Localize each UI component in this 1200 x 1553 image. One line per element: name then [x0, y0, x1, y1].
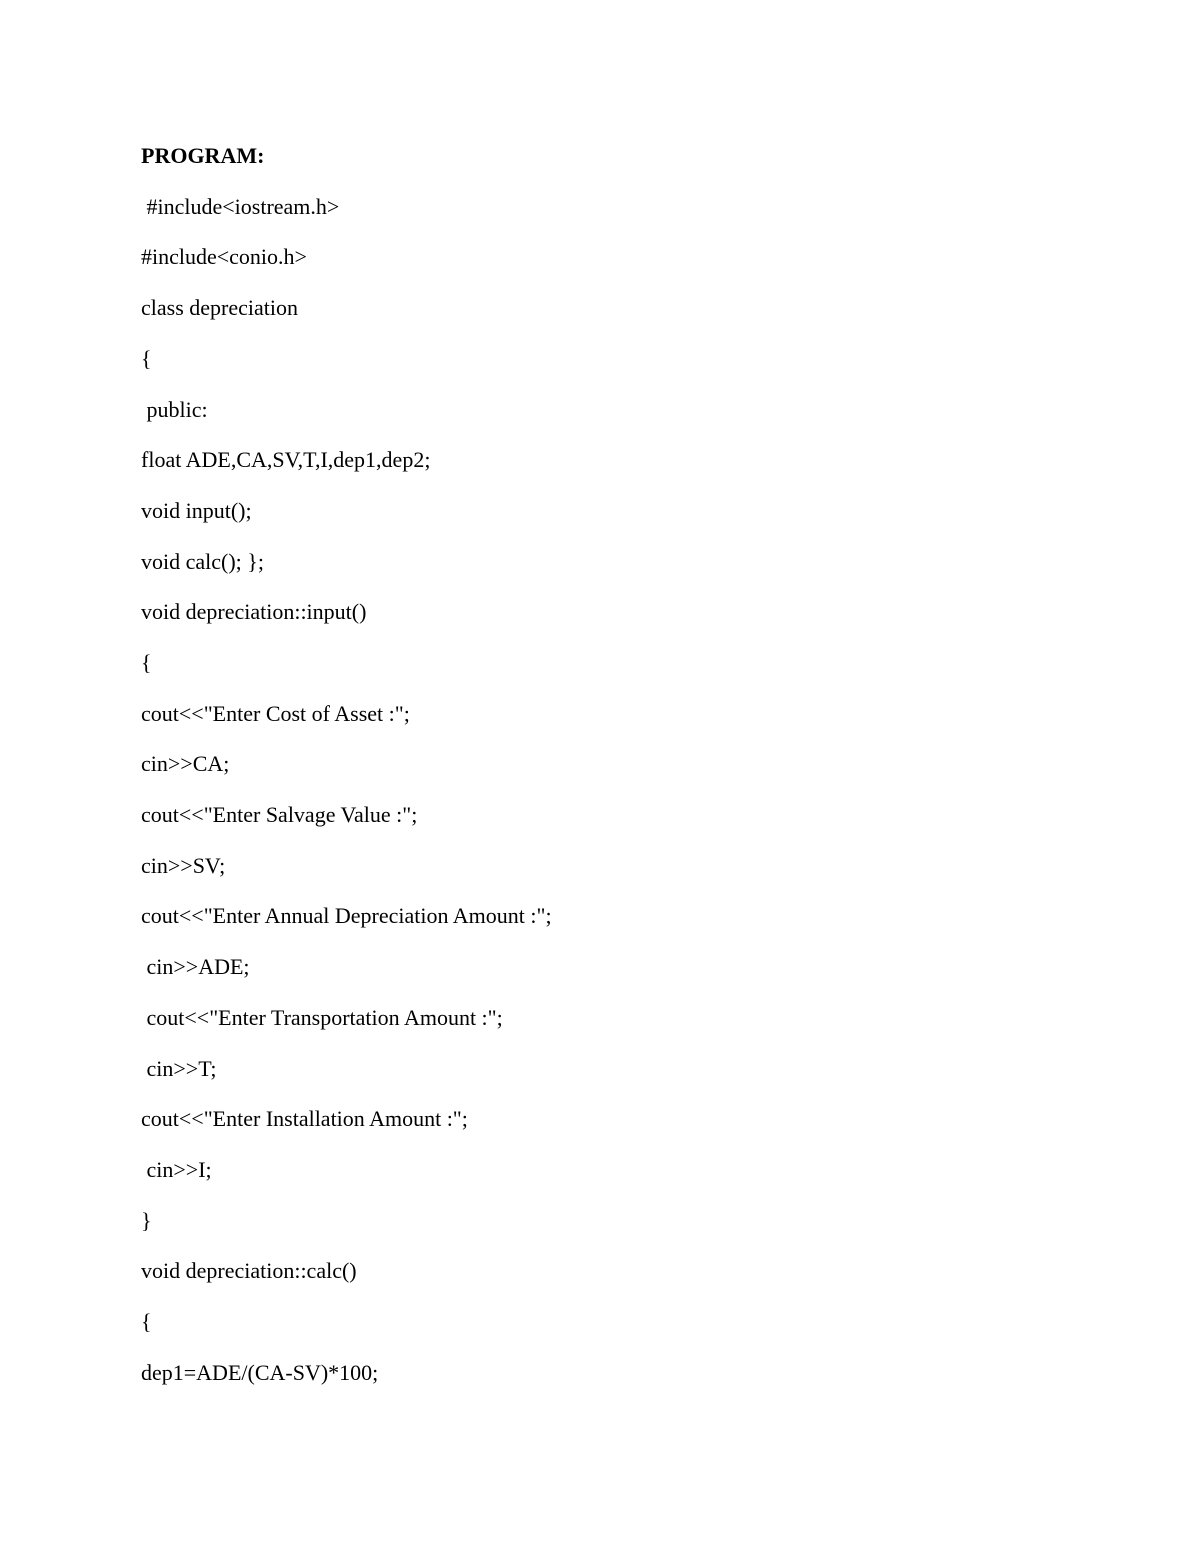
code-line: }	[141, 1208, 152, 1233]
code-line: cout<<"Enter Installation Amount :";	[141, 1106, 468, 1131]
code-line: cin>>T;	[141, 1056, 217, 1081]
code-line: void calc(); };	[141, 549, 264, 574]
code-line: void input();	[141, 498, 252, 523]
code-line: {	[141, 1309, 152, 1334]
code-line: cin>>CA;	[141, 751, 230, 776]
code-line: cout<<"Enter Annual Depreciation Amount :";	[141, 903, 552, 928]
code-line: #include<iostream.h>	[141, 194, 340, 219]
code-line: cout<<"Enter Cost of Asset :";	[141, 701, 410, 726]
code-line: cin>>I;	[141, 1157, 212, 1182]
code-line: cin>>SV;	[141, 853, 226, 878]
code-line: float ADE,CA,SV,T,I,dep1,dep2;	[141, 447, 431, 472]
code-line: {	[141, 650, 152, 675]
code-line: cout<<"Enter Transportation Amount :";	[141, 1005, 503, 1030]
code-line: cin>>ADE;	[141, 954, 250, 979]
code-line: {	[141, 346, 152, 371]
program-heading: PROGRAM:	[141, 143, 265, 168]
code-line: void depreciation::calc()	[141, 1258, 357, 1283]
code-line: public:	[141, 397, 208, 422]
code-line: cout<<"Enter Salvage Value :";	[141, 802, 418, 827]
code-line: class depreciation	[141, 295, 298, 320]
code-line: #include<conio.h>	[141, 244, 307, 269]
code-line: void depreciation::input()	[141, 599, 367, 624]
code-line: dep1=ADE/(CA-SV)*100;	[141, 1360, 379, 1385]
